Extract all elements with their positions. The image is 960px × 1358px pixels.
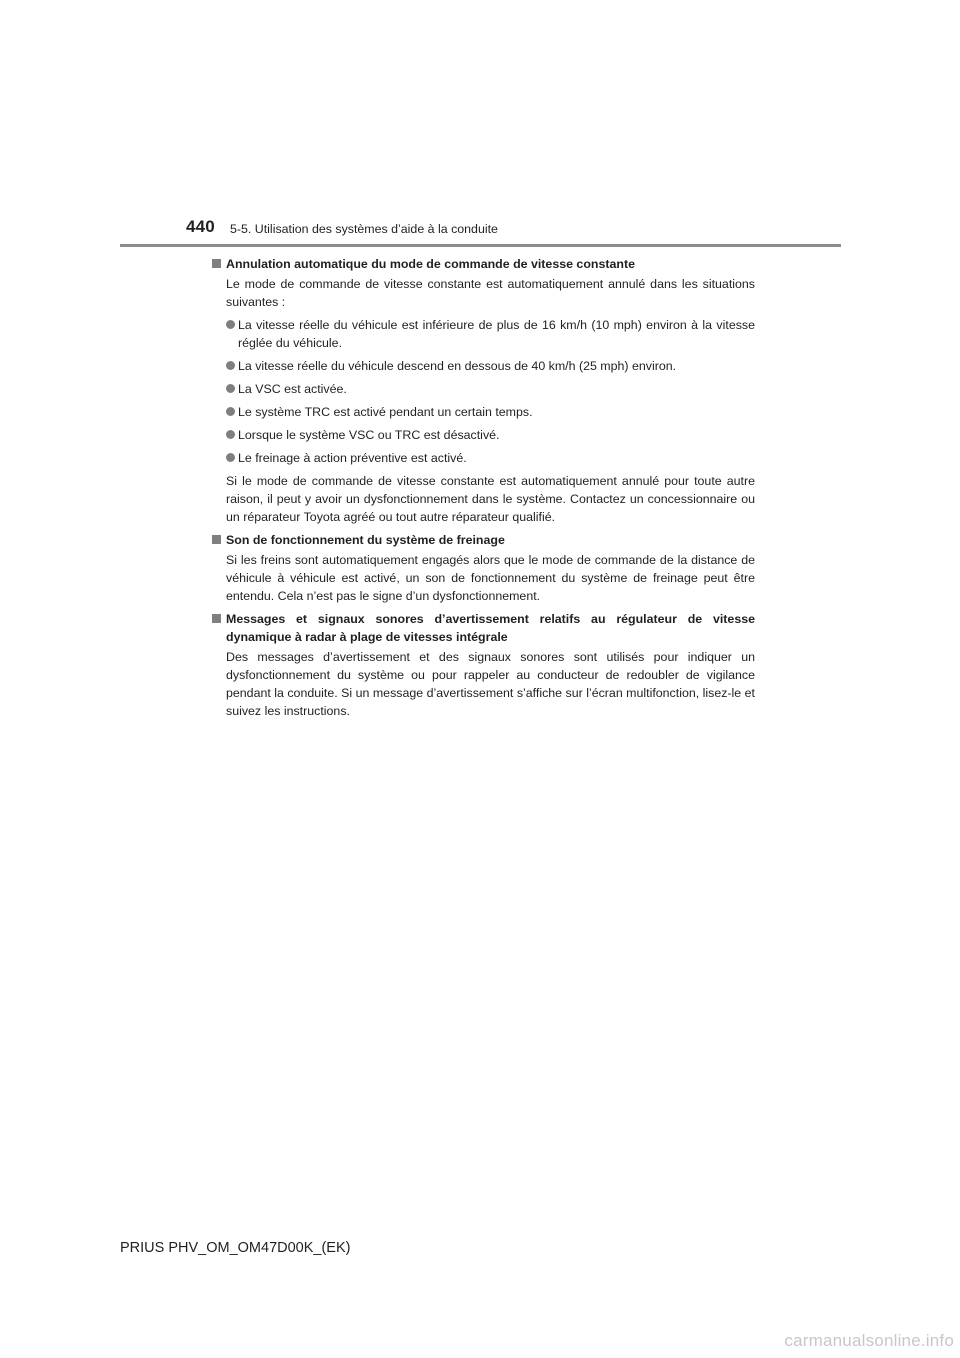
list-item (226, 449, 755, 467)
paragraph: Si les freins sont automatiquement engagés alors que le mode de commande de la distance de véhicule à véhicule est activé, un son de fonctionnement du système de freinage peut être entendu. Cela n’est pas le signe d’un dysfonctionnement. (226, 553, 755, 603)
list-item-text: La vitesse réelle du véhicule descend en dessous de 40 km/h (25 mph) environ. (238, 359, 677, 373)
round-bullet-icon (226, 384, 235, 393)
list-item-text: Le système TRC est activé pendant un certain temps. (238, 405, 533, 419)
bullet-list (226, 316, 755, 467)
page-content (212, 255, 755, 725)
list-item (226, 403, 755, 421)
round-bullet-icon (226, 320, 235, 329)
heading-text: Annulation automatique du mode de commande de vitesse constante (226, 257, 635, 271)
round-bullet-icon (226, 361, 235, 370)
section-heading-auto-cancel (212, 255, 755, 273)
section-title: 5-5. Utilisation des systèmes d’aide à la conduite (230, 222, 498, 236)
square-bullet-icon (212, 614, 221, 623)
square-bullet-icon (212, 535, 221, 544)
section-heading-warnings (212, 610, 755, 646)
paragraph: Si le mode de commande de vitesse constante est automatiquement annulé pour toute autre raison, il peut y avoir un dysfonctionnement dans le système. Contactez un concessionnaire ou un réparateur Toyota agréé ou tout autre réparateur qualifié. (226, 474, 755, 524)
paragraph: Le mode de commande de vitesse constante est automatiquement annulé dans les situations suivantes : (226, 277, 755, 309)
paragraph: Des messages d’avertissement et des signaux sonores sont utilisés pour indiquer un dysfonctionnement du système ou pour rappeler au conducteur de redoubler de vigilance pendant la conduite. Si un message d’avertissement s’affiche sur l’écran multifonction, lisez-le et suivez les instructions. (226, 650, 755, 718)
page-number: 440 (186, 217, 215, 236)
list-item (226, 426, 755, 444)
list-item (226, 380, 755, 398)
header-rule (120, 244, 841, 247)
section-heading-brake-sound (212, 531, 755, 549)
list-item-text: Lorsque le système VSC ou TRC est désactivé. (238, 428, 500, 442)
watermark: carmanualsonline.info (784, 1331, 954, 1350)
round-bullet-icon (226, 407, 235, 416)
list-item-text: La VSC est activée. (238, 382, 347, 396)
list-item-text: Le freinage à action préventive est activé. (238, 451, 467, 465)
footer-doc-code: PRIUS PHV_OM_OM47D00K_(EK) (120, 1240, 351, 1256)
heading-text: Messages et signaux sonores d’avertissement relatifs au régulateur de vitesse dynamique à radar à plage de vitesses intégrale (226, 612, 755, 644)
round-bullet-icon (226, 453, 235, 462)
square-bullet-icon (212, 259, 221, 268)
heading-text: Son de fonctionnement du système de freinage (226, 533, 505, 547)
list-item (226, 357, 755, 375)
list-item-text: La vitesse réelle du véhicule est inférieure de plus de 16 km/h (10 mph) environ à la vitesse réglée du véhicule. (238, 318, 755, 350)
round-bullet-icon (226, 430, 235, 439)
list-item (226, 316, 755, 352)
